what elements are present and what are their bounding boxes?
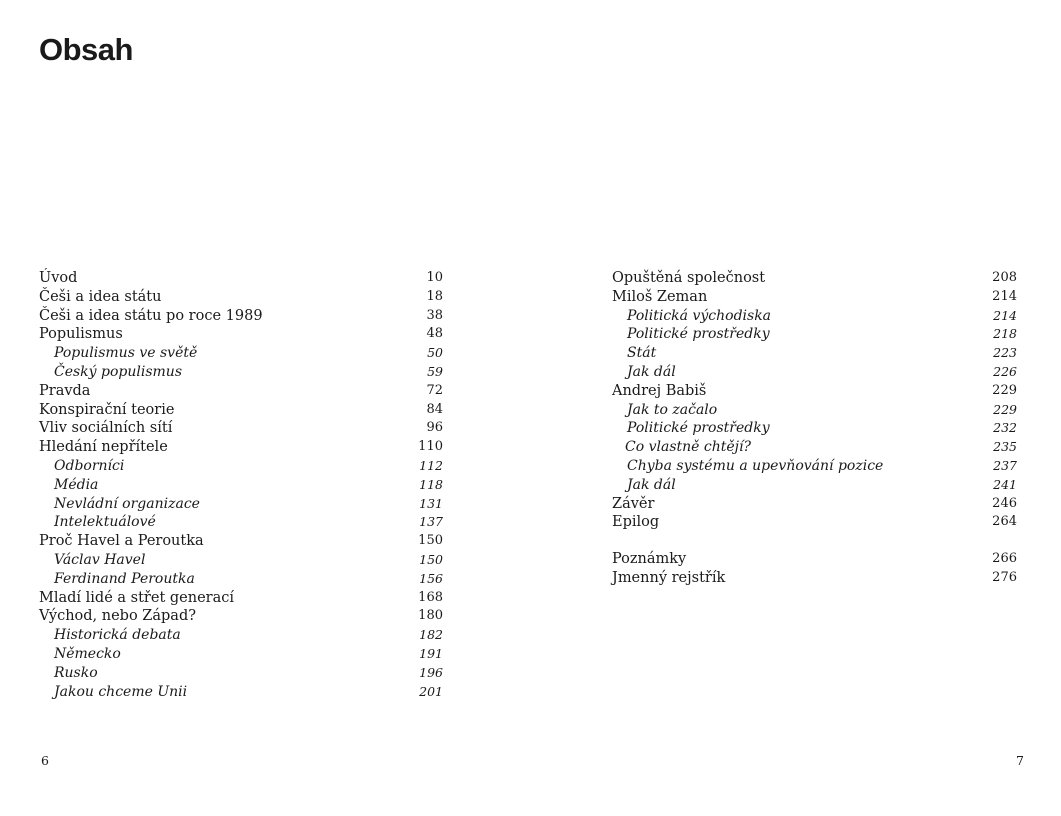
toc-subentry[interactable] [39,476,443,495]
toc-subentry[interactable] [612,419,1017,438]
toc-entry-page: 50 [427,345,443,361]
page-number-right: 7 [1016,753,1024,768]
toc-entry-page: 229 [992,382,1017,398]
toc-entry[interactable] [612,569,1017,588]
toc-entry[interactable] [39,325,443,344]
toc-entry-title: Proč Havel a Peroutka [39,533,204,550]
toc-subentry[interactable] [39,683,443,702]
toc-left-column [39,269,443,701]
toc-entry-page: 84 [426,401,443,417]
toc-entry-page: 226 [993,363,1017,379]
toc-subentry[interactable] [612,325,1017,344]
toc-subentry[interactable] [39,363,443,382]
toc-entry-title: Politické prostředky [627,326,770,343]
toc-entry-title: Ferdinand Peroutka [54,570,195,587]
toc-entry-title: Český populismus [54,363,183,380]
toc-entry-title: Vliv sociálních sítí [39,420,173,437]
toc-entry[interactable] [39,589,443,608]
page-number-left: 6 [41,753,49,768]
toc-entry[interactable] [39,532,443,551]
toc-entry-title: Mladí lidé a střet generací [39,589,234,606]
toc-subentry[interactable] [39,664,443,683]
toc-entry-page: 72 [426,382,443,398]
toc-entry[interactable] [612,495,1017,514]
toc-entry-title: Politická východiska [627,307,772,324]
toc-subentry[interactable] [612,476,1017,495]
toc-entry-title: Václav Havel [54,551,146,568]
toc-entry[interactable] [39,288,443,307]
toc-subentry[interactable] [39,513,443,532]
toc-entry-page: 246 [992,495,1017,511]
toc-entry[interactable] [39,269,443,288]
toc-entry-page: 196 [419,664,443,680]
toc-entry[interactable] [612,550,1017,569]
toc-subentry[interactable] [612,344,1017,363]
toc-entry-title: Nevládní organizace [54,495,200,512]
toc-entry-title: Jak to začalo [627,401,718,418]
toc-entry-page: 112 [419,457,443,473]
toc-subentry[interactable] [612,457,1017,476]
toc-entry[interactable] [39,438,443,457]
toc-entry-page: 208 [992,270,1017,285]
toc-entry[interactable] [612,288,1017,307]
toc-subentry[interactable] [39,495,443,514]
toc-entry-title: Pravda [39,382,91,399]
toc-entry-title: Historická debata [54,627,181,644]
toc-entry[interactable] [39,607,443,626]
toc-subentry[interactable] [39,626,443,645]
toc-entry[interactable] [39,382,443,401]
toc-entry-title: Poznámky [612,551,687,568]
toc-entry-page: 229 [993,401,1017,417]
toc-entry-title: Politické prostředky [627,420,770,437]
toc-entry-title: Co vlastně chtějí? [625,439,751,456]
toc-entry-title: Stát [627,345,657,362]
toc-right-column [612,269,1017,588]
toc-entry-title: Hledání nepřítele [39,439,168,456]
toc-entry-page: 118 [419,476,443,492]
toc-entry[interactable] [39,419,443,438]
toc-entry-title: Chyba systému a upevňování pozice [627,457,884,474]
toc-entry-page: 137 [419,514,443,530]
toc-entry[interactable] [39,401,443,420]
toc-entry-title: Epilog [612,514,660,531]
toc-entry-title: Jakou chceme Unii [54,683,188,700]
section-gap [612,532,1017,550]
toc-subentry[interactable] [39,457,443,476]
toc-entry-page: 180 [418,608,443,624]
toc-entry-page: 156 [419,570,443,586]
toc-subentry[interactable] [612,363,1017,382]
toc-entry-page: 59 [427,363,443,379]
toc-entry-title: Úvod [39,270,78,286]
toc-entry-page: 266 [992,551,1017,567]
toc-subentry[interactable] [612,401,1017,420]
toc-entry-page: 232 [993,420,1017,436]
toc-entry-title: Závěr [612,495,655,512]
toc-entry-page: 223 [993,345,1017,361]
toc-subentry[interactable] [612,438,1017,457]
toc-entry-title: Německo [54,645,121,662]
toc-entry-page: 168 [418,589,443,605]
toc-entry-page: 131 [419,495,443,511]
toc-entry-page: 235 [993,439,1017,455]
toc-entry-page: 182 [419,627,443,643]
toc-entry-title: Konspirační teorie [39,401,175,418]
toc-subentry[interactable] [39,551,443,570]
toc-entry-title: Odborníci [54,457,125,474]
toc-entry-page: 18 [426,288,443,304]
toc-entry-page: 214 [993,307,1017,323]
toc-subentry[interactable] [39,570,443,589]
page-title: Obsah [39,32,133,67]
toc-entry-page: 191 [419,645,443,661]
toc-entry[interactable] [612,382,1017,401]
toc-entry-page: 214 [992,288,1017,304]
toc-entry-title: Populismus ve světě [54,345,198,362]
toc-entry-title: Andrej Babiš [612,382,707,399]
toc-entry-page: 150 [418,533,443,549]
toc-entry-page: 96 [426,420,443,436]
toc-entry-page: 48 [426,326,443,342]
toc-entry-page: 237 [993,457,1017,473]
toc-entry-title: Češi a idea státu [39,288,162,305]
toc-subentry[interactable] [39,344,443,363]
toc-entry[interactable] [39,307,443,326]
toc-entry-title: Jmenný rejstřík [612,569,726,586]
toc-entry-title: Intelektuálové [54,514,156,531]
toc-entry-title: Populismus [39,326,123,343]
toc-entry-title: Opuštěná společnost [612,270,766,286]
toc-entry-page: 150 [419,551,443,567]
toc-entry-page: 241 [993,476,1017,492]
toc-entry-page: 110 [418,439,443,455]
toc-subentry[interactable] [39,645,443,664]
toc-entry-page: 10 [426,270,443,285]
toc-entry-title: Rusko [54,664,98,681]
toc-entry-title: Východ, nebo Západ? [39,608,197,625]
toc-subentry[interactable] [612,307,1017,326]
toc-entry-title: Jak dál [627,363,676,380]
toc-entry-title: Jak dál [627,476,676,493]
toc-entry[interactable] [612,269,1017,288]
toc-entry-title: Češi a idea státu po roce 1989 [39,307,263,324]
toc-entry[interactable] [612,513,1017,532]
toc-entry-title: Média [54,476,99,493]
toc-entry-page: 201 [419,683,443,699]
toc-entry-page: 218 [993,326,1017,342]
toc-entry-page: 38 [426,307,443,323]
toc-entry-page: 276 [992,569,1017,585]
toc-entry-title: Miloš Zeman [612,288,708,305]
toc-entry-page: 264 [992,514,1017,530]
